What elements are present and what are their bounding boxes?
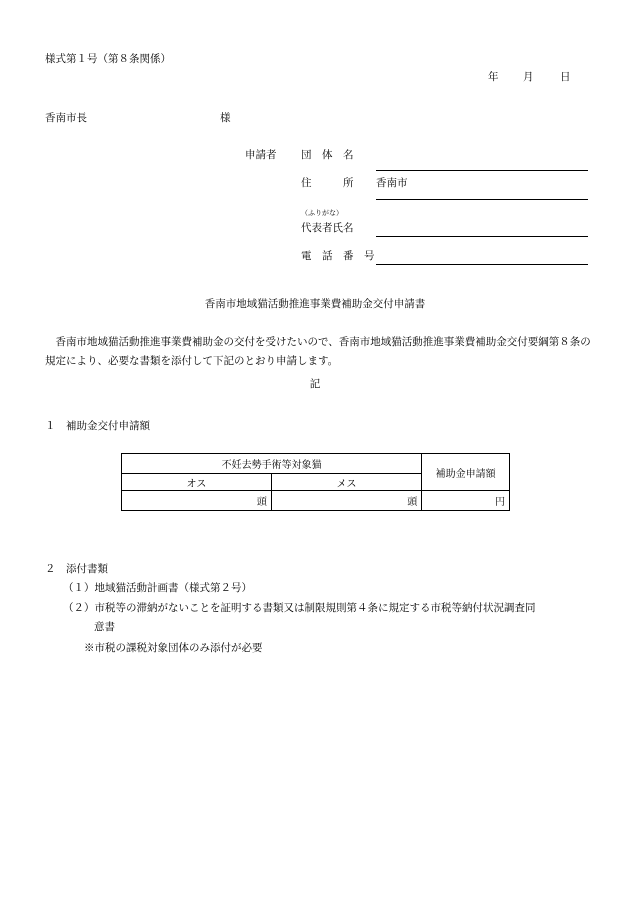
- representative-label: 代表者氏名: [301, 222, 354, 234]
- address-label: 住 所: [301, 177, 354, 189]
- group-name-field-line: [376, 170, 588, 171]
- address-field-line: [376, 199, 588, 200]
- addressee-honorific: 様: [220, 112, 231, 124]
- applicant-label: 申請者: [245, 149, 277, 161]
- female-count-cell: 頭: [271, 491, 421, 511]
- date-month: 月: [523, 71, 534, 83]
- section2-heading: ２ 添付書類: [45, 563, 108, 575]
- subsidy-amount-cell: 円: [422, 491, 510, 511]
- male-count-cell: 頭: [122, 491, 272, 511]
- female-header: メス: [271, 474, 421, 491]
- subsidy-amount-table: [121, 453, 510, 511]
- ki-label: 記: [309, 378, 321, 390]
- attachment-item-2-line1: （２）市税等の滞納がないことを証明する書類又は制限規則第４条に規定する市税等納付状況調査同: [63, 602, 536, 614]
- attachment-item-2-line2: 意書: [94, 621, 115, 633]
- address-value: 香南市: [376, 177, 408, 189]
- date-year: 年: [488, 71, 499, 83]
- subsidy-amount-header: 補助金申請額: [422, 454, 510, 491]
- addressee-name: 香南市長: [45, 112, 87, 124]
- date-day: 日: [560, 71, 571, 83]
- form-number: 様式第１号（第８条関係）: [45, 53, 171, 65]
- target-cats-header: 不妊去勢手術等対象猫: [122, 454, 422, 474]
- group-name-label: 団 体 名: [301, 149, 354, 161]
- attachment-item-1: （１）地域猫活動計画書（様式第２号）: [63, 582, 252, 594]
- section1-heading: １ 補助金交付申請額: [45, 420, 150, 432]
- furigana-label: （ふりがな）: [301, 209, 343, 217]
- male-header: オス: [122, 474, 272, 491]
- representative-field-line: [376, 236, 588, 237]
- body-paragraph: 香南市地域猫活動推進事業費補助金の交付を受けたいので、香南市地域猫活動推進事業費補助金交付要綱第８条の規定により、必要な書類を添付して下記のとおり申請します。: [45, 336, 591, 367]
- phone-field-line: [376, 264, 588, 265]
- document-title: 香南市地域猫活動推進事業費補助金交付申請書: [204, 298, 426, 310]
- attachment-note: ※市税の課税対象団体のみ添付が必要: [84, 642, 263, 654]
- phone-label: 電 話 番 号: [301, 250, 375, 262]
